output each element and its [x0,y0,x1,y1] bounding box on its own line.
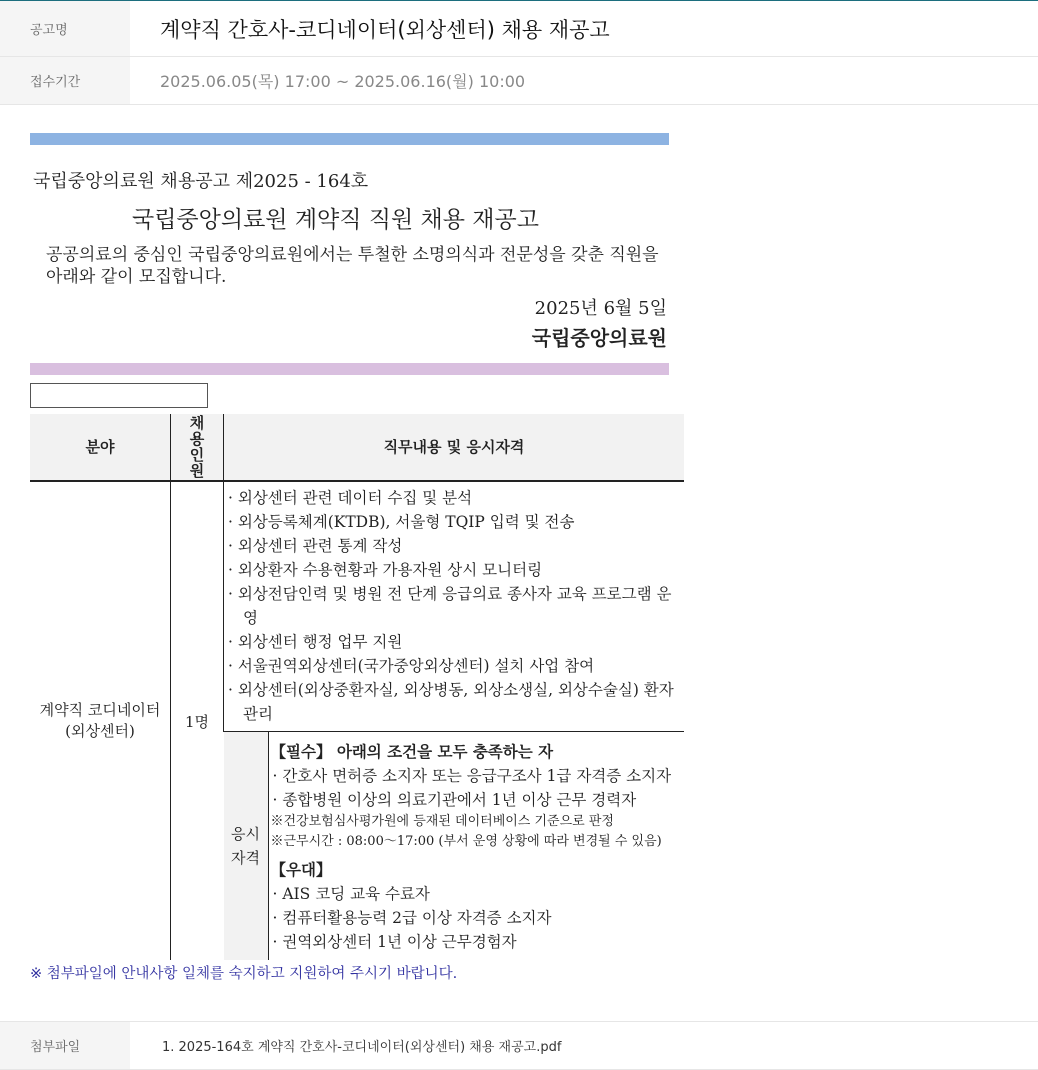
issue-date: 2025년 6월 5일 [534,298,667,319]
job-table [30,414,684,960]
empty-box [30,383,208,408]
attachment-row [0,1021,1038,1070]
list-item: · AIS 코딩 교육 수료자 [273,882,685,906]
period-row [0,57,1038,105]
attachment-label: 첨부파일 [0,1022,130,1069]
document-title: 국립중앙의료원 계약직 직원 채용 재공고 [132,207,539,233]
list-item: · 외상센터 관련 통계 작성 [228,534,683,558]
notice-title: 계약직 간호사-코디네이터(외상센터) 채용 재공고 [160,17,610,42]
field-cell: 계약직 코디네이터 (외상센터) [39,701,161,740]
period-label: 접수기간 [0,57,130,104]
table-header-row [30,414,684,481]
qualification-cell [268,732,684,961]
intro-text: 공공의료의 중심인 국립중앙의료원에서는 투철한 소명의식과 전문성을 갖춘 직원을 아래와 같이 모집합니다. [46,245,659,287]
duties-list [225,483,683,730]
header-duties: 직무내용 및 응시자격 [224,414,685,481]
application-period: 2025.06.05(목) 17:00 ~ 2025.06.16(월) 10:00 [160,72,526,91]
notice-number: 국립중앙의료원 채용공고 제2025 - 164호 [33,171,369,192]
required-heading: 【필수】 아래의 조건을 모두 충족하는 자 [270,742,554,761]
list-item: · 서울권역외상센터(국가중앙외상센터) 설치 사업 참여 [228,654,683,678]
attachment-link[interactable]: 1. 2025-164호 계약직 간호사-코디네이터(외상센터) 채용 재공고.pdf [162,1040,562,1055]
preferred-list [271,882,685,954]
header-bar [30,133,669,145]
footnote: ※ 첨부파일에 안내사항 일체를 숙지하고 지원하여 주시기 바랍니다. [30,966,458,982]
divider-bar [30,363,669,375]
notice-document [30,133,684,983]
qualification-label: 응시 자격 [224,732,269,961]
list-item: · 외상센터(외상중환자실, 외상병동, 외상소생실, 외상수술실) 환자 관리 [228,678,683,726]
title-label: 공고명 [0,1,130,56]
header-count: 채용인원 [171,414,224,481]
list-item: · 컴퓨터활용능력 2급 이상 자격증 소지자 [273,906,685,930]
count-cell: 1명 [171,481,224,960]
list-item: · 외상전담인력 및 병원 전 단계 응급의료 종사자 교육 프로그램 운영 [228,582,683,630]
list-item: · 외상센터 행정 업무 지원 [228,630,683,654]
header-field: 분야 [30,414,171,481]
required-list [271,764,685,812]
preferred-heading: 【우대】 [270,860,332,879]
note-database: ※건강보험심사평가원에 등재된 데이터베이스 기준으로 판정 [270,814,614,829]
duties-cell [224,481,685,732]
list-item: · 권역외상센터 1년 이상 근무경험자 [273,930,685,954]
title-row [0,0,1038,57]
list-item: · 외상센터 관련 데이터 수집 및 분석 [228,486,683,510]
list-item: · 간호사 면허증 소지자 또는 응급구조사 1급 자격증 소지자 [273,764,685,788]
note-hours: ※근무시간 : 08:00～17:00 (부서 운영 상황에 따라 변경될 수 있음) [270,834,662,849]
table-row [30,481,684,732]
list-item: · 종합병원 이상의 의료기관에서 1년 이상 근무 경력자 [273,788,685,812]
organization-name: 국립중앙의료원 [531,326,667,350]
list-item: · 외상등록체계(KTDB), 서울형 TQIP 입력 및 전송 [228,510,683,534]
list-item: · 외상환자 수용현황과 가용자원 상시 모니터링 [228,558,683,582]
